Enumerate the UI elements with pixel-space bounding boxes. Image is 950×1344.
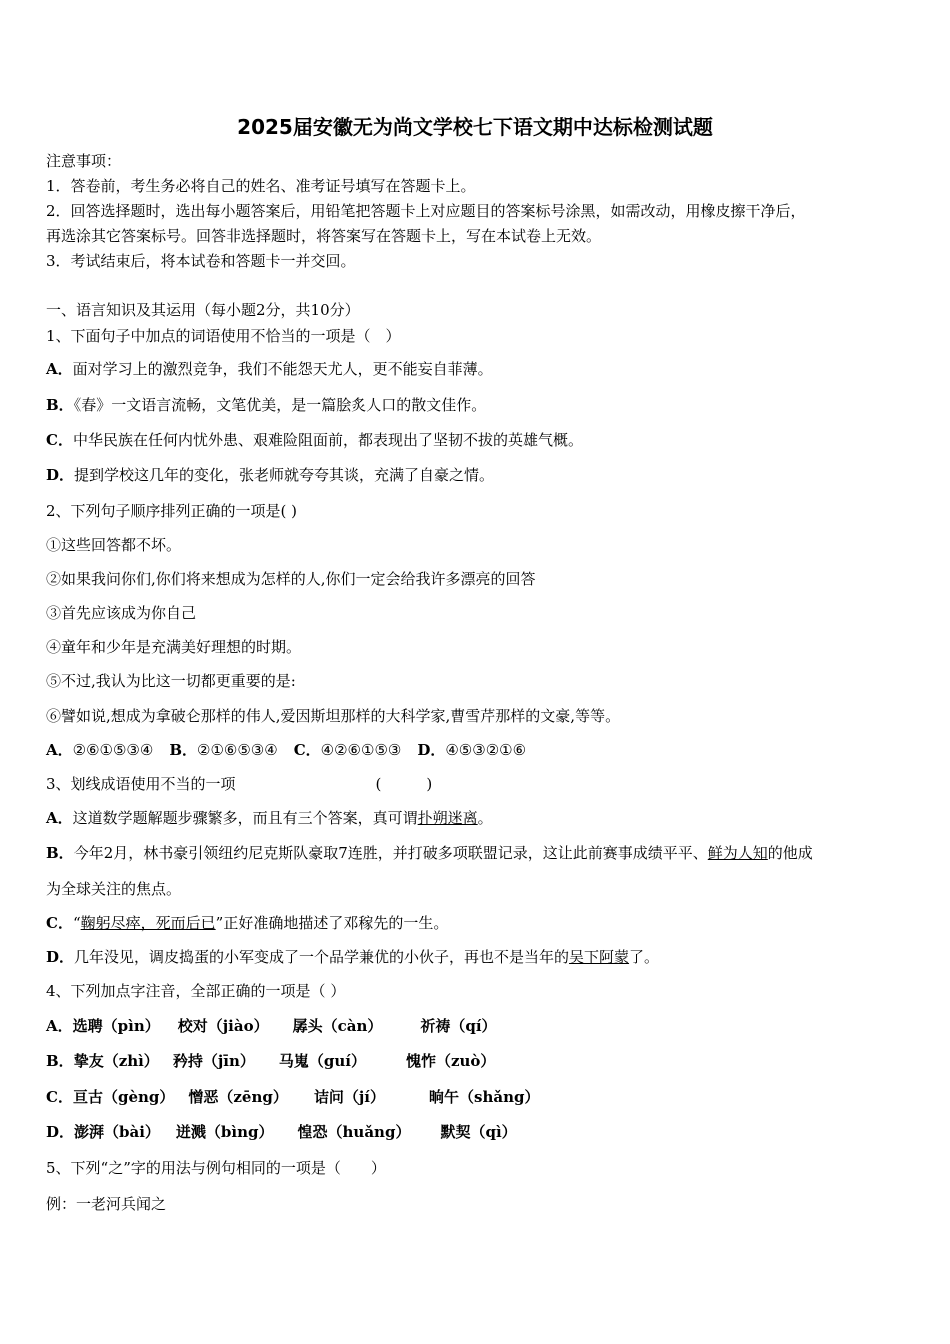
pinyin-item: 矜持（jīn） <box>172 1052 255 1070</box>
q1-option-b <box>46 395 486 415</box>
option-text: 《春》一文语言流畅，文笔优美，是一篇脍炙人口的散文佳作。 <box>73 396 487 414</box>
pinyin-item: 诘问（jí） <box>313 1088 385 1106</box>
option-label: D． <box>46 948 75 966</box>
q3-paren: ( ) <box>375 775 433 793</box>
section-heading: 一、语言知识及其运用（每小题2分，共10分） <box>46 301 360 319</box>
option-label: C． <box>293 741 321 759</box>
q5-example: 例：一老河兵闻之 <box>46 1195 167 1213</box>
q5-stem: 5、下列“之”字的用法与例句相同的一项是（ ） <box>46 1159 386 1177</box>
q2-sentence-1: ①这些回答都不坏。 <box>46 536 182 554</box>
exam-title: 2025届安徽无为尚文学校七下语文期中达标检测试题 <box>237 115 713 139</box>
q2-stem: 2、下列句子顺序排列正确的一项是( ) <box>46 502 298 520</box>
option-label: B． <box>46 396 74 414</box>
q2-options <box>46 740 526 760</box>
pinyin-item: 迸溅（bìng） <box>175 1123 274 1141</box>
q2-option-a: ②⑥①⑤③④ <box>72 741 154 759</box>
q1-option-a <box>46 359 493 379</box>
pinyin-item: 晌午（shǎng） <box>429 1088 540 1106</box>
option-text: 这道数学题解题步骤繁多，而且有三个答案，真可谓 <box>72 809 418 827</box>
pinyin-item: 校对（jiào） <box>177 1017 269 1035</box>
q4-stem: 4、下列加点字注音，全部正确的一项是（ ） <box>46 982 346 1000</box>
q1-option-c <box>46 430 583 450</box>
pinyin-item: 憎恶（zēng） <box>188 1088 288 1106</box>
pinyin-item: 祈祷（qí） <box>420 1017 497 1035</box>
pinyin-item: 挚友（zhì） <box>73 1052 159 1070</box>
option-text: 中华民族在任何内忧外患、艰难险阻面前，都表现出了坚韧不拔的英雄气概。 <box>72 431 583 449</box>
option-label: C． <box>46 914 73 932</box>
option-label: B． <box>169 741 198 759</box>
option-text: “ <box>72 914 81 932</box>
q3-option-b <box>46 843 813 863</box>
option-text: 提到学校这几年的变化，张老师就夸夸其谈，充满了自豪之情。 <box>74 466 495 484</box>
option-label: B． <box>46 1052 74 1070</box>
underlined-idiom: 鞠躬尽瘁，死而后已 <box>80 914 216 932</box>
option-text: 的他成 <box>767 844 813 862</box>
q1-option-d <box>46 465 494 485</box>
q4-option-c <box>46 1087 539 1107</box>
option-text: ” <box>215 914 224 932</box>
option-label: A． <box>46 741 73 759</box>
pinyin-item: 惶恐（huǎng） <box>297 1123 411 1141</box>
q2-option-c: ④②⑥①⑤③ <box>320 741 402 759</box>
q2-sentence-6: ⑥譬如说,想成为拿破仑那样的伟人,爱因斯坦那样的大科学家,曹雪芹那样的文豪,等等。 <box>46 707 621 725</box>
underlined-idiom: 吴下阿蒙 <box>569 948 630 966</box>
option-label: D． <box>46 1123 75 1141</box>
q4-option-d <box>46 1122 517 1142</box>
option-label: A． <box>46 360 73 378</box>
q3-option-b-continued: 为全球关注的焦点。 <box>46 880 182 898</box>
q3-option-c <box>46 913 448 933</box>
option-label: A． <box>46 1017 73 1035</box>
pinyin-item: 选聘（pìn） <box>72 1017 160 1035</box>
q4-option-b <box>46 1051 495 1071</box>
option-text: 今年2月，林书豪引领纽约尼克斯队豪取7连胜，并打破多项联盟记录，这让此前赛事成绩平平、 <box>73 844 708 862</box>
option-text: 面对学习上的激烈竞争，我们不能怨天尤人，更不能妄自菲薄。 <box>72 360 493 378</box>
q2-sentence-4: ④童年和少年是充满美好理想的时期。 <box>46 638 302 656</box>
underlined-idiom: 扑朔迷离 <box>417 809 478 827</box>
option-label: B． <box>46 844 74 862</box>
pinyin-item: 澎湃（bài） <box>74 1123 160 1141</box>
notice-heading: 注意事项： <box>46 152 122 170</box>
q3-option-d <box>46 947 659 967</box>
option-text: 。 <box>477 809 493 827</box>
notice-item-3: 3．考试结束后，将本试卷和答题卡一并交回。 <box>46 252 356 270</box>
q4-option-a <box>46 1016 497 1036</box>
notice-item-1: 1．答卷前，考生务必将自己的姓名、准考证号填写在答题卡上。 <box>46 177 476 195</box>
q2-option-d: ④⑤③②①⑥ <box>445 741 527 759</box>
q3-stem <box>46 774 432 794</box>
q3-stem-text: 3、划线成语使用不当的一项 <box>46 775 236 793</box>
q1-stem: 1、下面句子中加点的词语使用不恰当的一项是（ ） <box>46 327 401 345</box>
option-text: 了。 <box>629 948 660 966</box>
option-label: D． <box>46 466 75 484</box>
q2-sentence-5: ⑤不过,我认为比这一切都更重要的是: <box>46 672 296 690</box>
option-label: D． <box>417 741 446 759</box>
option-text: 几年没见，调皮捣蛋的小军变成了一个品学兼优的小伙子，再也不是当年的 <box>74 948 570 966</box>
pinyin-item: 亘古（gèng） <box>72 1088 175 1106</box>
q2-sentence-3: ③首先应该成为你自己 <box>46 604 197 622</box>
option-text: 正好准确地描述了邓稼先的一生。 <box>223 914 449 932</box>
underlined-idiom: 鲜为人知 <box>707 844 768 862</box>
option-label: C． <box>46 1088 73 1106</box>
pinyin-item: 马嵬（guí） <box>278 1052 366 1070</box>
q2-sentence-2: ②如果我问你们,你们将来想成为怎样的人,你们一定会给我许多漂亮的回答 <box>46 570 536 588</box>
q3-option-a <box>46 808 493 828</box>
pinyin-item: 愧怍（zuò） <box>405 1052 496 1070</box>
notice-item-2a: 2．回答选择题时，选出每小题答案后，用铅笔把答题卡上对应题目的答案标号涂黑，如需改动，用橡皮擦干净后， <box>46 202 806 220</box>
q2-option-b: ②①⑥⑤③④ <box>197 741 278 759</box>
option-label: C． <box>46 431 73 449</box>
pinyin-item: 孱头（càn） <box>292 1017 383 1035</box>
option-label: A． <box>46 809 73 827</box>
notice-item-2b: 再选涂其它答案标号。回答非选择题时，将答案写在答题卡上，写在本试卷上无效。 <box>46 227 602 245</box>
pinyin-item: 默契（qì） <box>440 1123 517 1141</box>
